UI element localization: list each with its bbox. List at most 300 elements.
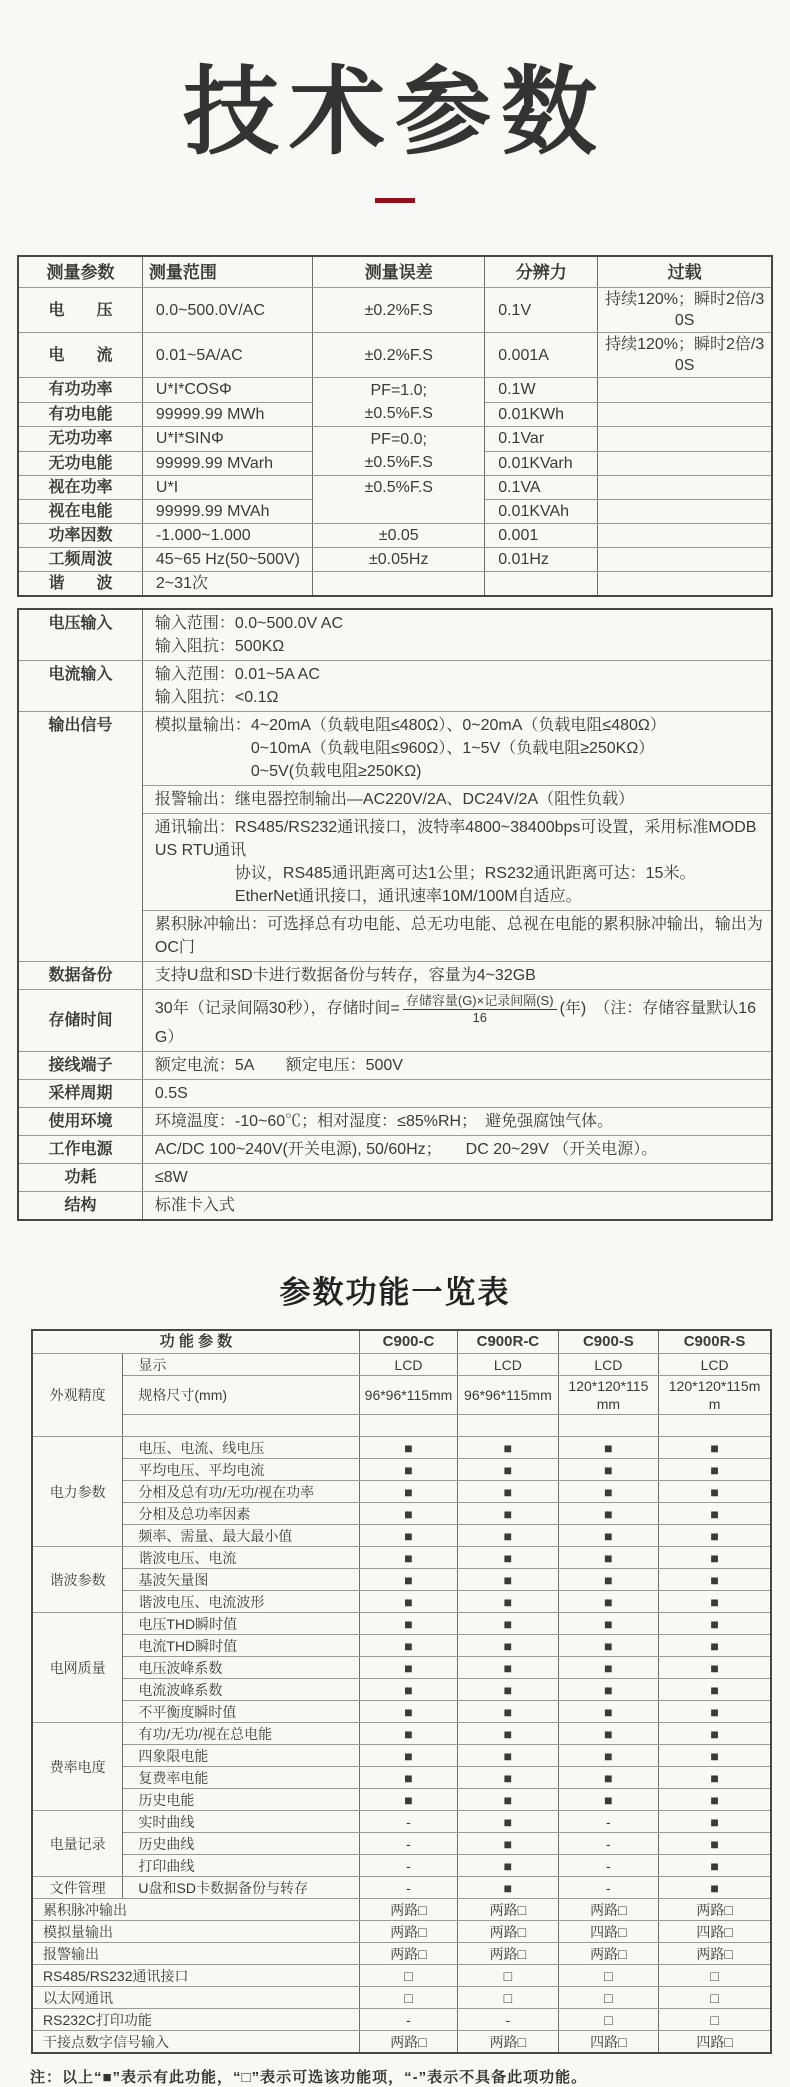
- table-cell: 显示: [123, 1354, 359, 1376]
- table-cell: AC/DC 100~240V(开关电源), 50/60Hz； DC 20~29V （开关电源）。: [142, 1136, 772, 1164]
- table-cell: ■: [458, 1701, 559, 1723]
- header-cell: C900R-S: [659, 1330, 771, 1354]
- table-row: [32, 1657, 771, 1679]
- table-cell: ±0.5%F.S: [313, 476, 485, 524]
- table-cell: 0.01~5A/AC: [142, 333, 312, 378]
- table-cell: ■: [558, 1503, 659, 1525]
- table-cell: ≤8W: [142, 1164, 772, 1192]
- table-cell: ■: [659, 1591, 771, 1613]
- measurement-spec-table: [17, 255, 773, 597]
- table-cell: [359, 1415, 457, 1437]
- table-cell: ■: [458, 1833, 559, 1855]
- table-cell: 0.0~500.0V/AC: [142, 288, 312, 333]
- table-cell: U*I*COSΦ: [142, 378, 312, 403]
- table-cell: -: [558, 1811, 659, 1833]
- table-cell: ■: [558, 1745, 659, 1767]
- table-cell: 0.1W: [485, 378, 598, 403]
- table-cell: ■: [558, 1657, 659, 1679]
- table-cell: □: [359, 1987, 457, 2009]
- table-header-row: [32, 1330, 771, 1354]
- table-cell: 数据备份: [18, 962, 142, 990]
- table-cell: ■: [458, 1789, 559, 1811]
- table-cell: ■: [359, 1503, 457, 1525]
- table-cell: 无功电能: [18, 451, 142, 476]
- table-row: [32, 1899, 771, 1921]
- table-cell: ■: [659, 1481, 771, 1503]
- table-cell: ■: [558, 1767, 659, 1789]
- table-cell: [458, 1415, 559, 1437]
- table-cell: 两路□: [458, 1943, 559, 1965]
- table-cell: 费率电度: [32, 1723, 123, 1811]
- table-cell: 累积脉冲输出：可选择总有功电能、总无功电能、总视在电能的累积脉冲输出，输出为OC门: [142, 911, 772, 962]
- table-cell: -: [458, 2009, 559, 2031]
- table-row: [18, 609, 772, 661]
- table-row: [32, 1987, 771, 2009]
- table-cell: 频率、需量、最大最小值: [123, 1525, 359, 1547]
- io-spec-table: [17, 608, 773, 1221]
- table-cell: 两路□: [359, 1899, 457, 1921]
- table-cell: 两路□: [558, 1899, 659, 1921]
- table-cell: ■: [458, 1635, 559, 1657]
- table-cell: 两路□: [359, 1921, 457, 1943]
- table-cell: 谐波电压、电流: [123, 1547, 359, 1569]
- table-cell: ■: [558, 1723, 659, 1745]
- table-cell: 99999.99 MWh: [142, 402, 312, 427]
- table-cell: 0.1Var: [485, 427, 598, 452]
- table-cell: U*I*SINΦ: [142, 427, 312, 452]
- table-cell: ■: [359, 1569, 457, 1591]
- table-row: [32, 1547, 771, 1569]
- table-cell: 电力参数: [32, 1437, 123, 1547]
- table-row: [32, 1943, 771, 1965]
- table-cell: 结构: [18, 1192, 142, 1221]
- table-cell: -: [558, 1833, 659, 1855]
- table-cell: -1.000~1.000: [142, 524, 312, 548]
- table-cell: ■: [659, 1723, 771, 1745]
- table-cell: ■: [558, 1789, 659, 1811]
- function-table-section-title: 参数功能一览表: [279, 1275, 511, 1310]
- table-cell: LCD: [659, 1354, 771, 1376]
- table-cell: 电压THD瞬时值: [123, 1613, 359, 1635]
- table-cell: ■: [458, 1855, 559, 1877]
- table-cell: 两路□: [458, 1921, 559, 1943]
- table-cell: ■: [359, 1767, 457, 1789]
- header-cell: C900-C: [359, 1330, 457, 1354]
- table-cell: RS232C打印功能: [32, 2009, 359, 2031]
- table-cell: ■: [558, 1547, 659, 1569]
- table-cell: 有功/无功/视在总电能: [123, 1723, 359, 1745]
- table-cell: LCD: [558, 1354, 659, 1376]
- table-cell: ■: [458, 1591, 559, 1613]
- table-cell: 功率因数: [18, 524, 142, 548]
- table-row: [32, 1376, 771, 1415]
- table-cell: 文件管理: [32, 1877, 123, 1899]
- table-cell: 复费率电能: [123, 1767, 359, 1789]
- table-cell: ■: [659, 1855, 771, 1877]
- table-cell: 支持U盘和SD卡进行数据备份与转存，容量为4~32GB: [142, 962, 772, 990]
- table-cell: 两路□: [558, 1943, 659, 1965]
- table-cell: 以太网通讯: [32, 1987, 359, 2009]
- table-cell: 打印曲线: [123, 1855, 359, 1877]
- table-cell: ■: [359, 1547, 457, 1569]
- table-row: [32, 1459, 771, 1481]
- table-cell: ■: [458, 1525, 559, 1547]
- table-cell: ■: [659, 1437, 771, 1459]
- table-cell: 报警输出：继电器控制输出—AC220V/2A、DC24V/2A（阻性负载）: [142, 786, 772, 814]
- header-cell: C900R-C: [458, 1330, 559, 1354]
- table-cell: ■: [659, 1811, 771, 1833]
- table-cell: -: [359, 1833, 457, 1855]
- table-cell: 两路□: [458, 1899, 559, 1921]
- io-table-body: [18, 609, 772, 1220]
- storage-time-formula: $\frac{\text{存储容量(G)×记录间隔(S)}}{16}$: [403, 992, 557, 1026]
- table-row: [32, 1701, 771, 1723]
- table-cell: □: [359, 1965, 457, 1987]
- table-cell: ■: [359, 1789, 457, 1811]
- table-cell: ■: [359, 1635, 457, 1657]
- table-cell: ■: [458, 1811, 559, 1833]
- table-cell: 电网质量: [32, 1613, 123, 1723]
- table-cell: [598, 402, 772, 427]
- table-row: [18, 288, 772, 333]
- table-cell: -: [359, 2009, 457, 2031]
- table-cell: 电量记录: [32, 1811, 123, 1877]
- header-cell: 测量参数: [18, 256, 142, 288]
- table-cell: ■: [659, 1789, 771, 1811]
- table-cell: ■: [359, 1679, 457, 1701]
- table-cell: 电 压: [18, 288, 142, 333]
- table-cell: 有功电能: [18, 402, 142, 427]
- table-cell: 电 流: [18, 333, 142, 378]
- table-cell: 使用环境: [18, 1108, 142, 1136]
- table-row: [32, 1877, 771, 1899]
- table-cell: [485, 572, 598, 597]
- table-cell: 分相及总有功/无功/视在功率: [123, 1481, 359, 1503]
- table-row: [18, 661, 772, 712]
- table-row: [32, 1591, 771, 1613]
- table-cell: 四路□: [659, 1921, 771, 1943]
- table-row: [18, 1192, 772, 1221]
- table-cell: 平均电压、平均电流: [123, 1459, 359, 1481]
- table-row: [32, 1481, 771, 1503]
- table-cell: ■: [659, 1547, 771, 1569]
- table-cell: 输出信号: [18, 712, 142, 962]
- table-cell: 0.01Hz: [485, 548, 598, 572]
- function-comparison-table: [31, 1329, 772, 2054]
- table-cell: ■: [659, 1767, 771, 1789]
- table-cell: U盘和SD卡数据备份与转存: [123, 1877, 359, 1899]
- table-cell: [598, 378, 772, 403]
- table-cell: ■: [359, 1723, 457, 1745]
- table-cell: 累积脉冲输出: [32, 1899, 359, 1921]
- table-cell: 工作电源: [18, 1136, 142, 1164]
- table-cell: 环境温度：-10~60℃；相对湿度：≤85%RH； 避免强腐蚀气体。: [142, 1108, 772, 1136]
- table-cell: 视在功率: [18, 476, 142, 500]
- table-cell: [598, 572, 772, 597]
- table-cell: ■: [458, 1657, 559, 1679]
- table-cell: [123, 1415, 359, 1437]
- table-cell: ■: [458, 1503, 559, 1525]
- table-cell: ■: [558, 1591, 659, 1613]
- table-cell: □: [458, 1987, 559, 2009]
- table-cell: RS485/RS232通讯接口: [32, 1965, 359, 1987]
- table-cell: 采样周期: [18, 1080, 142, 1108]
- table-row: [18, 1080, 772, 1108]
- table-cell: 历史电能: [123, 1789, 359, 1811]
- table-cell: [598, 476, 772, 500]
- table-cell: □: [659, 1965, 771, 1987]
- table-cell: 标准卡入式: [142, 1192, 772, 1221]
- table-cell: 0.01KVAh: [485, 500, 598, 524]
- table-cell: 四路□: [659, 2031, 771, 2054]
- table-cell: -: [359, 1811, 457, 1833]
- table-cell: 谐 波: [18, 572, 142, 597]
- table-cell: ■: [359, 1525, 457, 1547]
- table-cell: ■: [659, 1503, 771, 1525]
- header-cell: 测量误差: [313, 256, 485, 288]
- table-cell: 报警输出: [32, 1943, 359, 1965]
- table-cell: ■: [558, 1569, 659, 1591]
- table-row: [18, 1108, 772, 1136]
- header-cell: 过载: [598, 256, 772, 288]
- table-cell: ■: [359, 1481, 457, 1503]
- table-cell: ■: [659, 1745, 771, 1767]
- table-cell: ■: [359, 1613, 457, 1635]
- table-cell: 谐波参数: [32, 1547, 123, 1613]
- table-row: [32, 1569, 771, 1591]
- table-cell: ■: [458, 1723, 559, 1745]
- table-row: [18, 427, 772, 452]
- header-cell: 测量范围: [142, 256, 312, 288]
- table-cell: ±0.05: [313, 524, 485, 548]
- table-cell: -: [359, 1877, 457, 1899]
- table-row: [32, 1525, 771, 1547]
- table-cell: [598, 451, 772, 476]
- table-cell: 45~65 Hz(50~500V): [142, 548, 312, 572]
- table-cell: ±0.2%F.S: [313, 288, 485, 333]
- table-cell: 电压波峰系数: [123, 1657, 359, 1679]
- table-cell: ■: [659, 1679, 771, 1701]
- table-cell: ■: [359, 1591, 457, 1613]
- table-row: [18, 962, 772, 990]
- table-cell: □: [458, 1965, 559, 1987]
- table-row: [32, 1723, 771, 1745]
- table-row: [32, 2009, 771, 2031]
- table-cell: ■: [458, 1679, 559, 1701]
- table-row: [32, 1679, 771, 1701]
- table-row: [32, 1833, 771, 1855]
- table-cell: [598, 427, 772, 452]
- table-cell: 基波矢量图: [123, 1569, 359, 1591]
- table-row: [32, 1965, 771, 1987]
- table-cell: □: [659, 1987, 771, 2009]
- table-cell: 0.01KVarh: [485, 451, 598, 476]
- table-cell: ■: [659, 1657, 771, 1679]
- table-row: [32, 1921, 771, 1943]
- table-cell: 无功功率: [18, 427, 142, 452]
- table-cell: ■: [659, 1833, 771, 1855]
- table-row: [32, 1437, 771, 1459]
- page-title: 技术参数: [183, 59, 607, 166]
- header-cell: C900-S: [558, 1330, 659, 1354]
- table-cell: ■: [659, 1613, 771, 1635]
- header-cell: 分辨力: [485, 256, 598, 288]
- table-cell: PF=1.0; ±0.5%F.S: [313, 378, 485, 427]
- table-cell: 电压、电流、线电压: [123, 1437, 359, 1459]
- title-accent-line: [375, 198, 415, 203]
- table-cell: ■: [659, 1569, 771, 1591]
- table-cell: 历史曲线: [123, 1833, 359, 1855]
- table-cell: 99999.99 MVAh: [142, 500, 312, 524]
- table-row: [18, 378, 772, 403]
- table-cell: 0.1V: [485, 288, 598, 333]
- table-row: [32, 1503, 771, 1525]
- table-cell: 120*120*115mm: [659, 1376, 771, 1415]
- table-cell: ■: [659, 1701, 771, 1723]
- table-cell: ■: [458, 1437, 559, 1459]
- table-cell: 0.01KWh: [485, 402, 598, 427]
- table-cell: 有功功率: [18, 378, 142, 403]
- table-row: [18, 1052, 772, 1080]
- table-cell: 30年（记录间隔30秒），存储时间= $\frac{\text{存储容量(G)×记录间隔(S)}}{16}$ (年) （注：存储容量默认16G）: [142, 990, 772, 1052]
- table-cell: 两路□: [359, 1943, 457, 1965]
- table-cell: 两路□: [458, 2031, 559, 2054]
- table-cell: ■: [558, 1459, 659, 1481]
- table-cell: ■: [359, 1745, 457, 1767]
- table-row: [18, 1164, 772, 1192]
- table-row: [18, 524, 772, 548]
- table-cell: 谐波电压、电流波形: [123, 1591, 359, 1613]
- table-cell: ■: [359, 1701, 457, 1723]
- table-row: [32, 1811, 771, 1833]
- table-cell: ■: [558, 1481, 659, 1503]
- table-cell: 工频周波: [18, 548, 142, 572]
- header-cell: 功 能 参 数: [32, 1330, 359, 1354]
- table-cell: 规格尺寸(mm): [123, 1376, 359, 1415]
- table-cell: ■: [359, 1657, 457, 1679]
- table-cell: [598, 524, 772, 548]
- table-cell: 电流THD瞬时值: [123, 1635, 359, 1657]
- table-cell: ■: [659, 1525, 771, 1547]
- table-cell: 外观精度: [32, 1354, 123, 1437]
- measurement-table-body: [18, 256, 772, 596]
- table-cell: ■: [558, 1679, 659, 1701]
- table-cell: 0.001: [485, 524, 598, 548]
- table-row: [18, 333, 772, 378]
- table-row: [18, 712, 772, 786]
- table-cell: 两路□: [659, 1899, 771, 1921]
- table-row: [18, 476, 772, 500]
- table-cell: 额定电流：5A 额定电压：500V: [142, 1052, 772, 1080]
- table-row: [18, 1136, 772, 1164]
- table-cell: 输入范围：0.0~500.0V AC 输入阻抗：500KΩ: [142, 609, 772, 661]
- table-cell: ■: [458, 1569, 559, 1591]
- table-cell: [313, 572, 485, 597]
- table-cell: ■: [359, 1459, 457, 1481]
- table-row: [18, 548, 772, 572]
- table-row: [18, 990, 772, 1052]
- table-row: [32, 1613, 771, 1635]
- table-cell: □: [558, 1987, 659, 2009]
- function-table-body: [32, 1330, 771, 2053]
- table-header-row: [18, 256, 772, 288]
- table-cell: 96*96*115mm: [359, 1376, 457, 1415]
- table-cell: 四路□: [558, 1921, 659, 1943]
- table-cell: ■: [458, 1547, 559, 1569]
- table-cell: 0.5S: [142, 1080, 772, 1108]
- table-cell: 模拟量输出：4~20mA（负载电阻≤480Ω）、0~20mA（负载电阻≤480Ω） 0~10mA（负载电阻≤960Ω）、1~5V（负载电阻≥250KΩ） 0~5V(负载电阻≥250KΩ): [142, 712, 772, 786]
- table-cell: 2~31次: [142, 572, 312, 597]
- table-cell: PF=0.0; ±0.5%F.S: [313, 427, 485, 476]
- table-cell: U*I: [142, 476, 312, 500]
- table-cell: 不平衡度瞬时值: [123, 1701, 359, 1723]
- table-cell: 电流波峰系数: [123, 1679, 359, 1701]
- table-row: [32, 1789, 771, 1811]
- table-row: [18, 572, 772, 597]
- table-cell: ■: [558, 1613, 659, 1635]
- table-cell: 持续120%；瞬时2倍/30S: [598, 333, 772, 378]
- table-cell: 99999.99 MVarh: [142, 451, 312, 476]
- table-cell: -: [359, 1855, 457, 1877]
- table-row: [32, 1635, 771, 1657]
- table-cell: □: [558, 1965, 659, 1987]
- table-cell: ■: [558, 1701, 659, 1723]
- table-cell: 电压输入: [18, 609, 142, 661]
- table-cell: ■: [359, 1437, 457, 1459]
- table-cell: 96*96*115mm: [458, 1376, 559, 1415]
- table-cell: ■: [558, 1437, 659, 1459]
- table-row: [32, 1415, 771, 1437]
- table-cell: 0.1VA: [485, 476, 598, 500]
- table-cell: [558, 1415, 659, 1437]
- table-cell: 分相及总功率因素: [123, 1503, 359, 1525]
- table-cell: □: [659, 2009, 771, 2031]
- table-cell: LCD: [359, 1354, 457, 1376]
- table-cell: 120*120*115mm: [558, 1376, 659, 1415]
- table-row: [32, 1855, 771, 1877]
- table-cell: 存储时间: [18, 990, 142, 1052]
- table-cell: 两路□: [359, 2031, 457, 2054]
- table-cell: [598, 548, 772, 572]
- table-row: [32, 2031, 771, 2054]
- table-cell: ±0.05Hz: [313, 548, 485, 572]
- table-row: [32, 1745, 771, 1767]
- table-cell: -: [558, 1877, 659, 1899]
- table-cell: ■: [558, 1525, 659, 1547]
- table-cell: ■: [458, 1613, 559, 1635]
- table-cell: 电流输入: [18, 661, 142, 712]
- table-cell: 模拟量输出: [32, 1921, 359, 1943]
- table-cell: [659, 1415, 771, 1437]
- table-cell: 实时曲线: [123, 1811, 359, 1833]
- table-cell: LCD: [458, 1354, 559, 1376]
- table-cell: 通讯输出：RS485/RS232通讯接口，波特率4800~38400bps可设置，采用标准MODBUS RTU通讯 协议，RS485通讯距离可达1公里；RS232通讯距离可达：15米。 EtherNet通讯接口，通讯速率10M/100M自适应。: [142, 814, 772, 911]
- table-cell: ■: [458, 1877, 559, 1899]
- table-cell: 接线端子: [18, 1052, 142, 1080]
- table-cell: 输入范围：0.01~5A AC 输入阻抗：<0.1Ω: [142, 661, 772, 712]
- table-cell: 功耗: [18, 1164, 142, 1192]
- table-cell: 0.001A: [485, 333, 598, 378]
- table-cell: ■: [458, 1767, 559, 1789]
- table-cell: ■: [458, 1745, 559, 1767]
- table-cell: ±0.2%F.S: [313, 333, 485, 378]
- table-cell: 四象限电能: [123, 1745, 359, 1767]
- table-cell: 两路□: [659, 1943, 771, 1965]
- table-cell: -: [558, 1855, 659, 1877]
- table-cell: ■: [558, 1635, 659, 1657]
- table-cell: 四路□: [558, 2031, 659, 2054]
- table-cell: ■: [458, 1459, 559, 1481]
